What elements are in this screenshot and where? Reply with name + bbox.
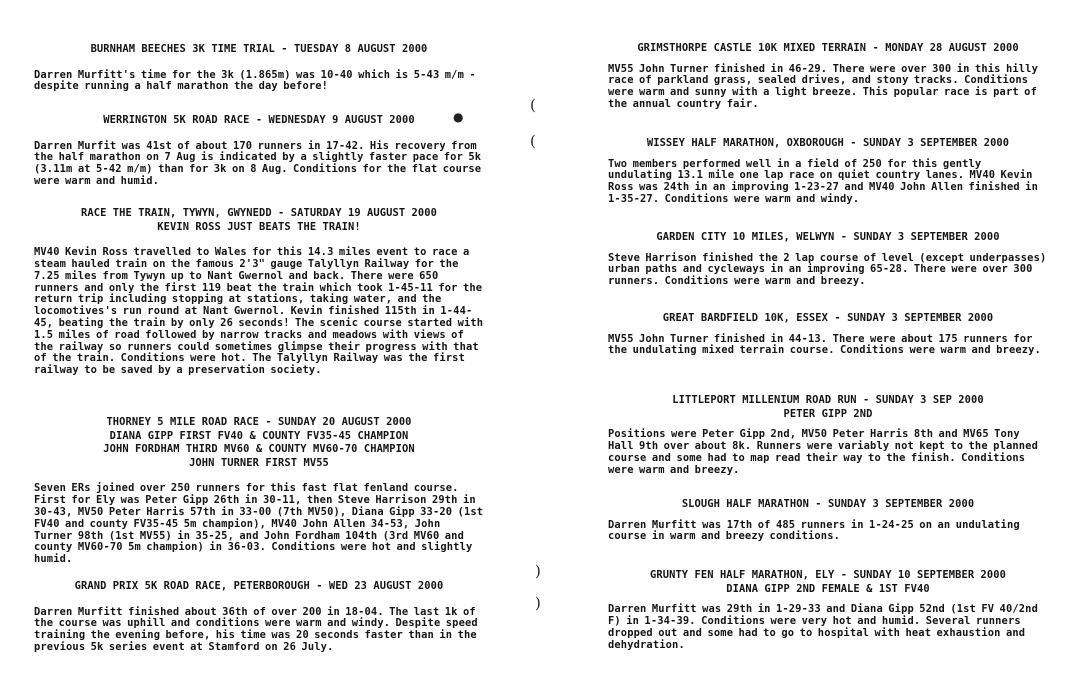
binding-hole-mark: ) <box>535 562 541 580</box>
article-heading: GRIMSTHORPE CASTLE 10K MIXED TERRAIN - MONDAY 28 AUGUST 2000 <box>637 42 1019 54</box>
article-great-bardfield <box>608 312 1048 357</box>
article-body: MV40 Kevin Ross travelled to Wales for this 14.3 miles event to race a steam hauled train on the famous 2'3" gauge Talyllyn Railway for the 7.25 miles from Tywyn up to Nant Gwernol and back. There were 650 runners and only the first 119 beat the train which took 1-45-11 for the return trip including stopping at stations, taking water, and the locomotives's run round at Nant Gwernol. Kevin finished 115th in 1-44-45, beating the train by only 26 seconds! The scenic course started with 1.5 miles of road followed by narrow tracks and meadows with views of the railway so runners could sometimes glimpse their progress with that of the train. Conditions were hot. The Talyllyn Railway was the first railway to be saved by a preservation society. <box>34 246 484 377</box>
article-garden-city <box>608 231 1048 288</box>
article-heading: WISSEY HALF MARATHON, OXBOROUGH - SUNDAY 3 SEPTEMBER 2000 <box>646 137 1010 149</box>
binding-hole-mark: ) <box>535 594 541 612</box>
article-heading: GARDEN CITY 10 MILES, WELWYN - SUNDAY 3 SEPTEMBER 2000 <box>656 231 1000 243</box>
article-body: Darren Murfitt finished about 36th of over 200 in 18-04. The last 1k of the course was uphill and conditions were warm and windy. Despite speed training the evening before, his time was 20 seconds faster than in the previous 5k series event at Stamford on 26 July. <box>34 605 478 653</box>
article-body: Steve Harrison finished the 2 lap course of level (except underpasses) urban paths and cycleways in an improving 65-28. There were over 300 runners. Conditions were warm and breezy. <box>608 251 1047 288</box>
article-grand-prix-5k <box>34 580 484 654</box>
article-body: Darren Murfitt's time for the 3k (1.865m) was 10-40 which is 5-43 m/m - despite running a half marathon the day before! <box>34 68 476 93</box>
article-slough <box>608 498 1048 543</box>
binding-hole-mark: ( <box>530 96 536 114</box>
article-wissey <box>608 137 1048 206</box>
article-body: Two members performed well in a field of 250 for this gently undulating 13.1 mile one lap race on quiet country lanes. MV40 Kevin Ross was 24th in an improving 1-23-27 and MV40 John Allen finished in 1-35-27. Conditions were warm and windy. <box>608 157 1038 205</box>
binding-hole-mark: ( <box>530 132 536 150</box>
article-heading: RACE THE TRAIN, TYWYN, GWYNEDD - SATURDAY 19 AUGUST 2000 KEVIN ROSS JUST BEATS THE TRAIN! <box>81 207 437 233</box>
article-heading: GREAT BARDFIELD 10K, ESSEX - SUNDAY 3 SEPTEMBER 2000 <box>662 312 994 324</box>
article-body: MV55 John Turner finished in 44-13. There were about 175 runners for the undulating mixed terrain course. Conditions were warm and breezy. <box>608 332 1041 357</box>
article-littleport <box>608 394 1048 476</box>
article-heading: WERRINGTON 5K ROAD RACE - WEDNESDAY 9 AUGUST 2000 <box>103 114 415 126</box>
article-body: Darren Murfitt was 17th of 485 runners in 1-24-25 on an undulating course in warm and breezy conditions. <box>608 518 1020 543</box>
article-body: Darren Murfit was 41st of about 170 runners in 17-42. His recovery from the half marathon on 7 Aug is indicated by a slightly faster pace for 5k (3.11m at 5-42 m/m) than for 3k on 8 Aug. Conditions for the flat course were warm and humid. <box>34 139 482 187</box>
article-heading: THORNEY 5 MILE ROAD RACE - SUNDAY 20 AUGUST 2000 DIANA GIPP FIRST FV40 & COUNTY FV35-45 CHAMPION JOHN FORDHAM THIRD MV60 & COUNTY MV60-70 CHAMPION JOHN TURNER FIRST MV55 <box>103 416 415 469</box>
article-burnham-beeches <box>34 43 484 93</box>
article-heading: LITTLEPORT MILLENIUM ROAD RUN - SUNDAY 3 SEP 2000 PETER GIPP 2ND <box>672 394 984 420</box>
article-body: Positions were Peter Gipp 2nd, MV50 Peter Harris 8th and MV65 Tony Hall 9th over about 8k. Runners were variably not kept to the planned course and some had to map read their way to the finish. Conditions were warm and breezy. <box>608 428 1038 476</box>
article-heading: SLOUGH HALF MARATHON - SUNDAY 3 SEPTEMBER 2000 <box>681 498 975 510</box>
article-werrington <box>34 114 484 188</box>
article-body: MV55 John Turner finished in 46-29. There were over 300 in this hilly race of parkland grass, sealed drives, and stony tracks. Conditions were warm and sunny with a light breeze. This popular race is part of the annual country fair. <box>608 62 1038 110</box>
article-heading: GRUNTY FEN HALF MARATHON, ELY - SUNDAY 10 SEPTEMBER 2000 DIANA GIPP 2ND FEMALE & 1ST FV40 <box>650 569 1006 595</box>
article-thorney <box>34 416 484 566</box>
article-body: Seven ERs joined over 250 runners for this fast flat fenland course. First for Ely was Peter Gipp 26th in 30-11, then Steve Harrison 29th in 30-43, MV50 Peter Harris 57th in 33-00 (7th MV50), Diana Gipp 33-20 (1st FV40 and county FV35-45 5m champion), MV40 John Allen 34-53, John Turner 98th (1st MV55) in 35-25, and John Fordham 104th (3rd MV60 and county MV60-70 5m champion) in 36-03. Conditions were hot and slightly humid. <box>34 482 484 566</box>
article-race-the-train <box>34 207 484 377</box>
article-heading: BURNHAM BEECHES 3K TIME TRIAL - TUESDAY 8 AUGUST 2000 <box>90 43 428 55</box>
article-grimsthorpe <box>608 42 1048 111</box>
article-heading: GRAND PRIX 5K ROAD RACE, PETERBOROUGH - WED 23 AUGUST 2000 <box>74 580 444 592</box>
scan-speck-mark: ● <box>453 110 464 124</box>
article-body: Darren Murfitt was 29th in 1-29-33 and Diana Gipp 52nd (1st FV 40/2nd F) in 1-34-39. Conditions were very hot and humid. Several runners dropped out and some had to go to hospital with heat exhaustion and dehydration. <box>608 603 1038 651</box>
article-grunty-fen <box>608 569 1048 651</box>
